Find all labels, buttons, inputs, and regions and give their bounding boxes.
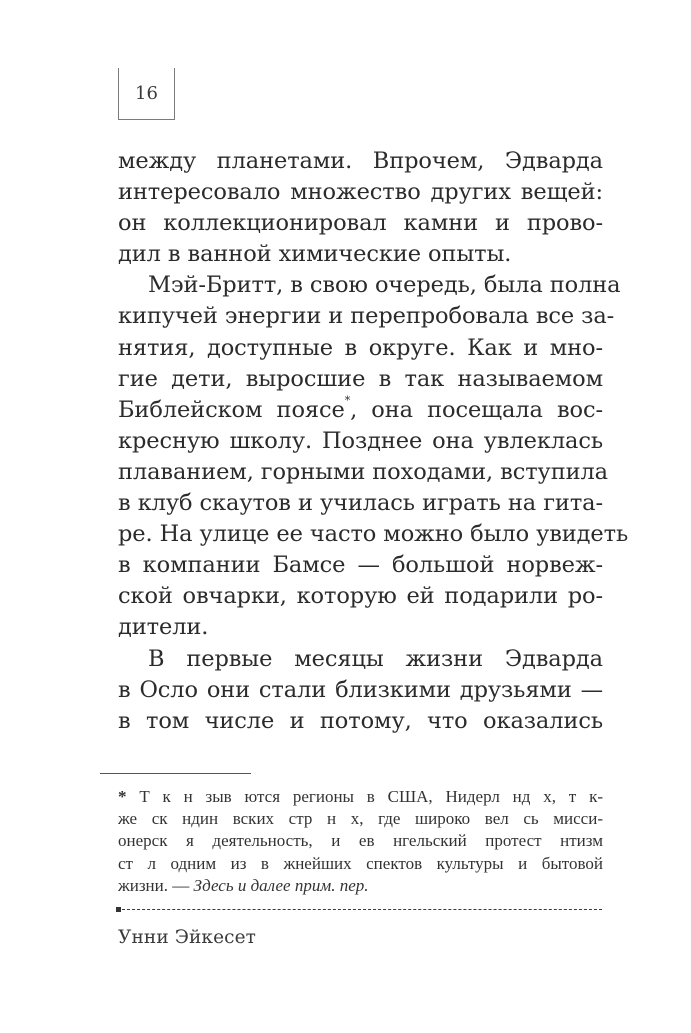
footnote — [118, 786, 603, 897]
page-divider — [116, 904, 604, 914]
text-line: ской овчарки, которую ей подарили ро- — [118, 583, 603, 610]
footnote-line — [118, 875, 603, 897]
divider-square-icon — [116, 907, 121, 912]
footnote-line: ст л одним из в жнейших спектов культуры и бытовой — [118, 853, 603, 873]
text-line: гие дети, выросшие в так называемом — [118, 365, 603, 392]
text-line: Мэй-Бритт, в свою очередь, была полна — [148, 272, 621, 299]
text-line: в компании Бамсе — большой норвеж- — [118, 552, 603, 579]
footnote-line — [118, 786, 603, 808]
text-line: плаванием, горными походами, вступила — [118, 458, 608, 485]
text-line: в том числе и потому, что оказались — [118, 707, 603, 734]
text-line: в Осло они стали близкими друзьями — — [118, 676, 603, 703]
footnote-text: жизни. — — [118, 875, 194, 895]
text-fragment: , она посещала вос- — [350, 396, 603, 423]
page-number — [118, 68, 175, 120]
footnote-line: онерск я деятельность, и ев нгельский протест нтизм — [118, 831, 603, 851]
text-line: нятия, доступные в округе. Как и мно- — [118, 334, 603, 361]
footnote-mark: * — [118, 787, 127, 806]
text-fragment: Библейском поясе — [118, 396, 345, 423]
running-footer-author: Унни Эйкесет — [118, 927, 256, 948]
text-line: он коллекционировал камни и прово- — [118, 210, 603, 237]
text-line: В первые месяцы жизни Эдварда — [148, 645, 603, 672]
main-text — [118, 146, 629, 737]
divider-line — [122, 909, 602, 910]
footnote-translator-note: Здесь и далее прим. пер. — [193, 875, 369, 895]
text-line-with-footnote — [118, 395, 603, 426]
text-line: между планетами. Впрочем, Эдварда — [118, 148, 603, 174]
text-line: кресную школу. Позднее она увлеклась — [118, 427, 603, 454]
page-number-text: 16 — [135, 83, 158, 104]
text-line: дил в ванной химические опыты. — [118, 241, 512, 268]
text-line: кипучей энергии и перепробовала все за- — [118, 303, 615, 330]
footnote-text: Т к н зыв ются регионы в США, Нидерл нд х, т к- — [126, 787, 603, 806]
text-line: в клуб скаутов и училась играть на гита- — [118, 490, 603, 517]
text-line: ре. На улице ее часто можно было увидеть — [118, 521, 629, 548]
text-line: дители. — [118, 614, 209, 641]
footnote-reference[interactable]: * — [344, 393, 351, 407]
text-line: интересовало множество других вещей: — [118, 179, 603, 206]
footnote-separator — [100, 773, 251, 774]
footnote-line: же ск ндин вских стр н х, где широко вел сь мисси- — [118, 809, 603, 829]
